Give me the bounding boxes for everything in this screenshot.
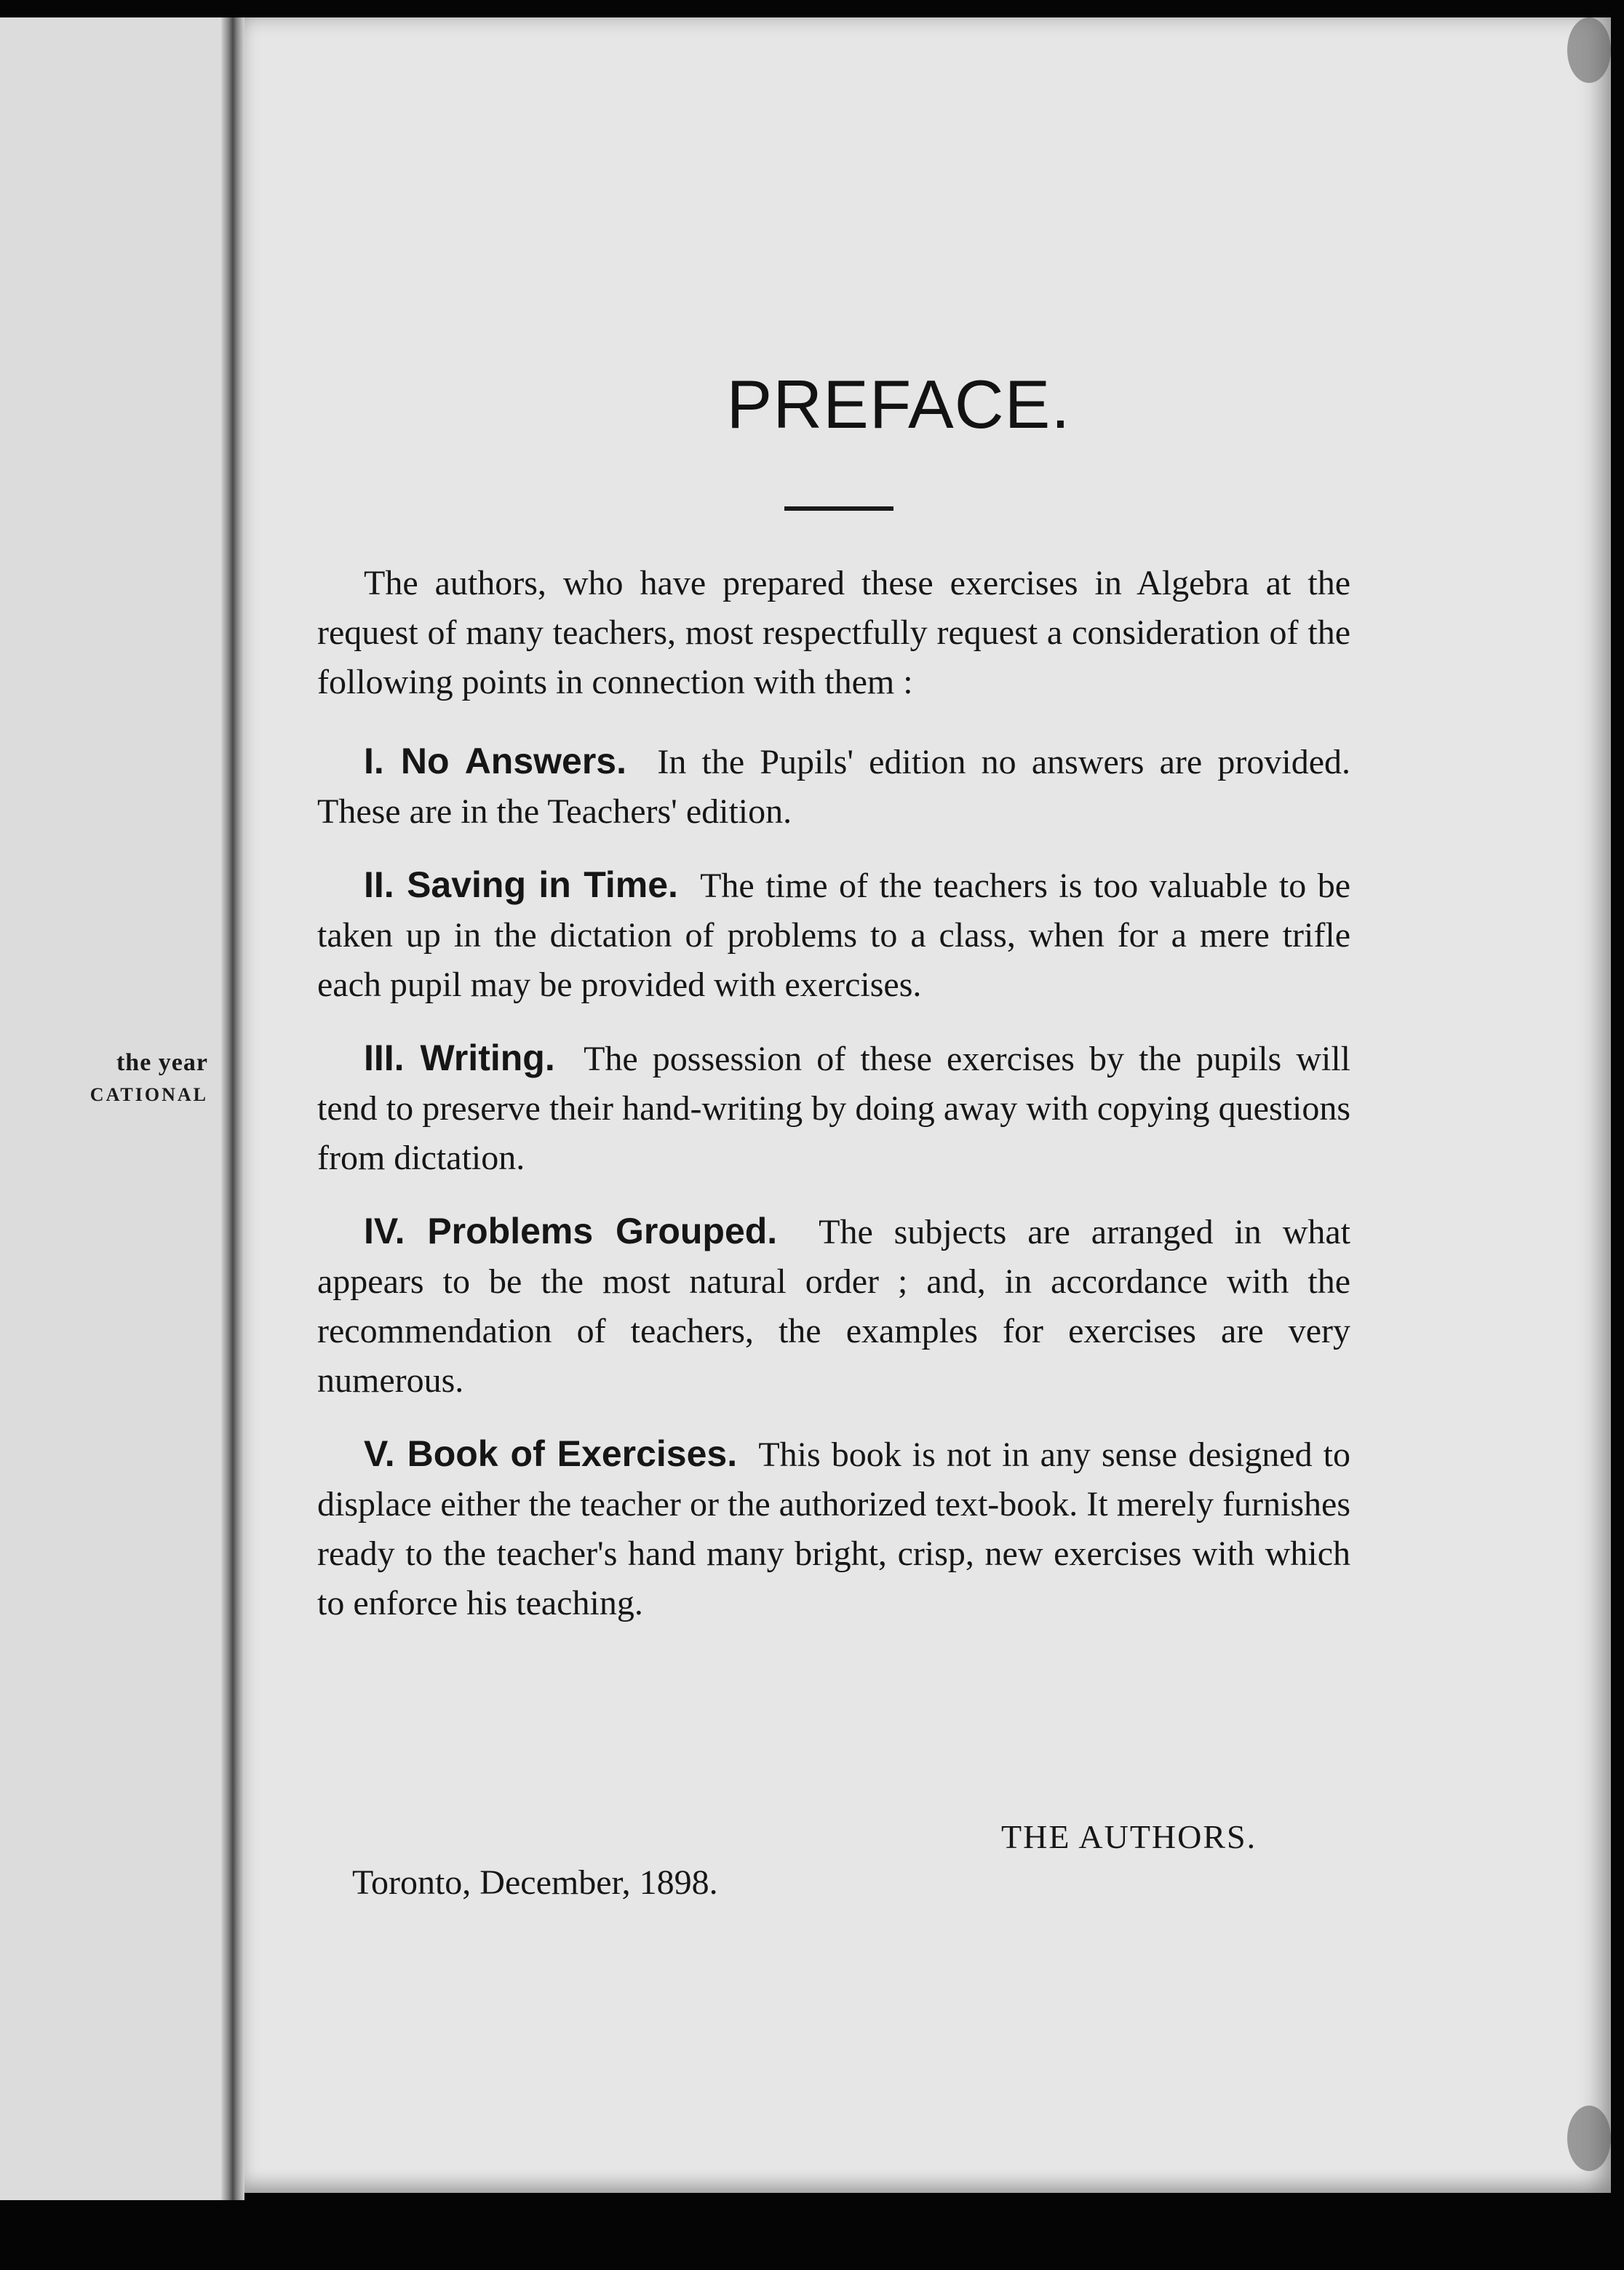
- document-page: [244, 17, 1611, 2193]
- title-rule: [784, 506, 893, 511]
- point-paragraph: [317, 1033, 1350, 1183]
- point-text: The time of the teachers is too valuable to be taken up in the dictation of problems to a class, when for a mere trifle each pupil may be provided with exercises.: [317, 867, 1351, 1004]
- point-paragraph: [317, 1206, 1350, 1406]
- left-page-fragment: the year: [116, 1049, 208, 1076]
- dateline: Toronto, December, 1898.: [352, 1863, 718, 1902]
- left-page-strip: [0, 17, 233, 2200]
- point-title: V. Book of Exercises.: [364, 1433, 738, 1474]
- point-text: This book is not in any sense designed to displace either the teacher or the authorized text-book. It merely furnishes ready to the teacher's hand many bright, crisp, new exercises with which to enforce his teaching.: [317, 1435, 1350, 1622]
- point-title: IV. Problems Grouped.: [364, 1211, 778, 1251]
- page-fold: [221, 17, 244, 2200]
- point-text: The possession of these exercises by the pupils will tend to preserve their hand-writing by doing away with copying questions from dictation.: [317, 1040, 1351, 1177]
- page-title: PREFACE.: [726, 366, 1071, 442]
- intro-paragraph: The authors, who have prepared these exercises in Algebra at the request of many teachers, most respectfully request a consideration of the following points in connection with them :: [317, 564, 1350, 701]
- point-text: The subjects are arranged in what appears to be the most natural order ; and, in accordance with the recommendation of teachers, the examples for exercises are very numerous.: [317, 1213, 1351, 1400]
- point-paragraph: [317, 860, 1350, 1010]
- page-corner-curl: [1567, 2106, 1611, 2171]
- point-title: III. Writing.: [364, 1038, 555, 1078]
- point-paragraph: [317, 1429, 1350, 1628]
- signature: THE AUTHORS.: [1001, 1818, 1257, 1855]
- point-paragraph: [317, 736, 1350, 837]
- left-page-fragment: CATIONAL: [89, 1084, 208, 1105]
- point-title: II. Saving in Time.: [364, 864, 678, 905]
- page-corner-curl: [1567, 17, 1611, 83]
- point-title: I. No Answers.: [364, 741, 627, 781]
- preface-body: [317, 559, 1350, 1652]
- point-text: In the Pupils' edition no answers are provided. These are in the Teachers' edition.: [317, 743, 1351, 831]
